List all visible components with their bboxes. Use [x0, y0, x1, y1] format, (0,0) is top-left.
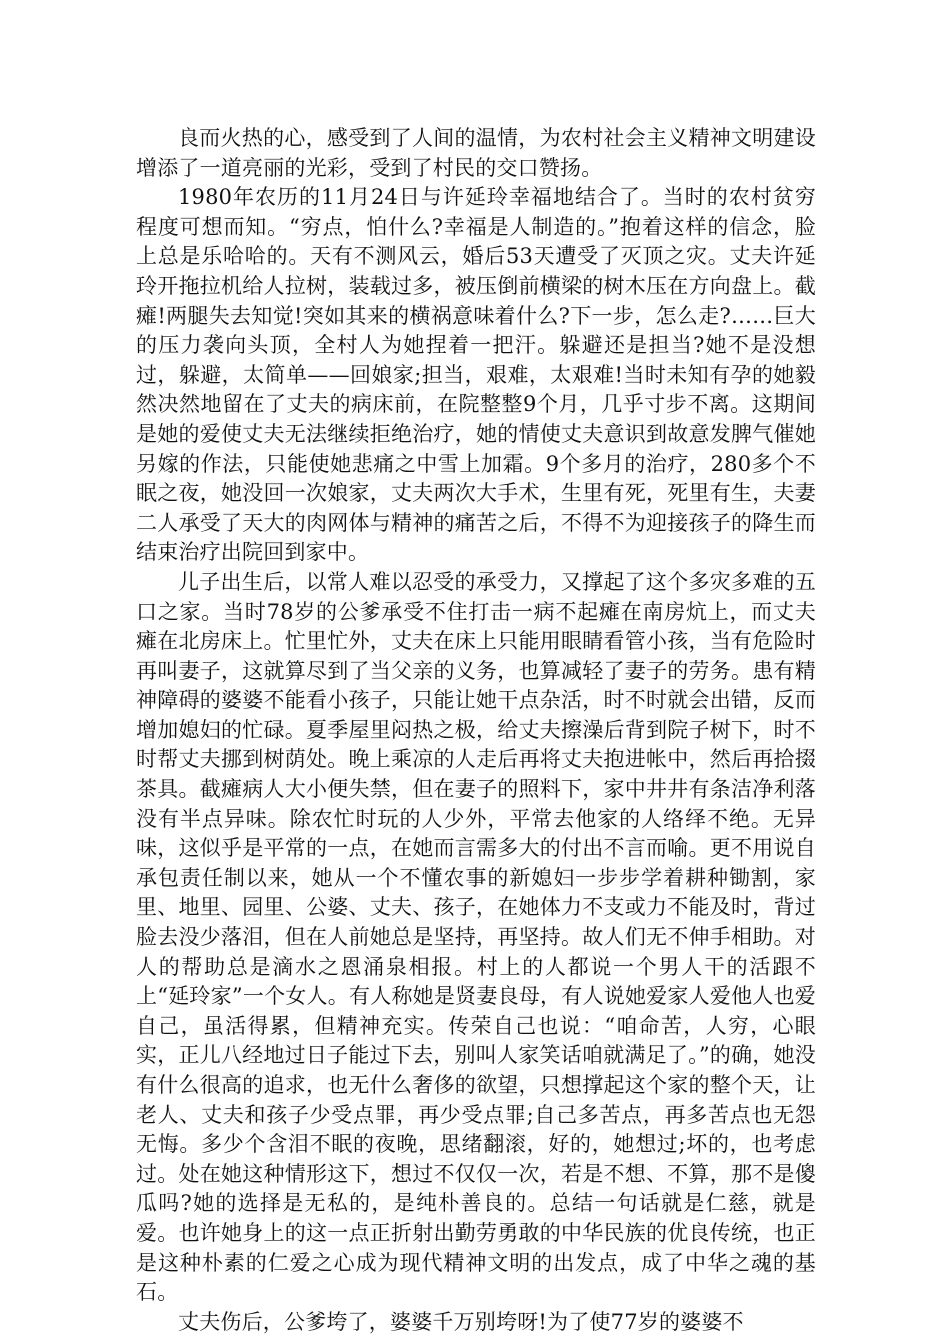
paragraph-3: 儿子出生后，以常人难以忍受的承受力，又撑起了这个多灾多难的五口之家。当时78岁的公爹承受不住打击一病不起瘫在南房炕上，而丈夫瘫在北房床上。忙里忙外，丈夫在床上只能用眼睛看管小孩，当有危险时再叫妻子，这就算尽到了当父亲的义务，也算减轻了妻子的劳务。患有精神障碍的婆婆不能看小孩子，只能让她干点杂活，时不时就会出错，反而增加媳妇的忙碌。夏季屋里闷热之极，给丈夫擦澡后背到院子树下，时不时帮丈夫挪到树荫处。晚上乘凉的人走后再将丈夫抱进帐中，然后再拾掇茶具。截瘫病人大小便失禁，但在妻子的照料下，家中井井有条洁净利落没有半点异味。除农忙时玩的人少外，平常去他家的人络绎不绝。无异味，这似乎是平常的一点，在她而言需多大的付出不言而喻。更不用说自承包责任制以来，她从一个不懂农事的新媳妇一步步学着耕种锄割，家里、地里、园里、公婆、丈夫、孩子，在她体力不支或力不能及时，背过脸去没少落泪，但在人前她总是坚持，再坚持。故人们无不伸手相助。对人的帮助总是滴水之恩涌泉相报。村上的人都说一个男人干的活跟不上“延玲家”一个女人。有人称她是贤妻良母，有人说她爱家人爱他人也爱自己，虽活得累，但精神充实。传荣自己也说：“咱命苦，人穷，心眼实，正儿八经地过日子能过下去，别叫人家笑话咱就满足了。”的确，她没有什么很高的追求，也无什么奢侈的欲望，只想撑起这个家的整个天，让老人、丈夫和孩子少受点罪，再少受点罪;自己多苦点，再多苦点也无怨无悔。多少个含泪不眠的夜晚，思绪翻滚，好的，她想过;坏的，也考虑过。处在她这种情形这下，想过不仅仅一次，若是不想、不算，那不是傻瓜吗?她的选择是无私的，是纯朴善良的。总结一句话就是仁慈，就是爱。也许她身上的这一点正折射出勤劳勇敢的中华民族的优良传统，也正是这种朴素的仁爱之心成为现代精神文明的出发点，成了中华之魂的基石。: [136, 569, 816, 1305]
paragraph-4: 丈夫伤后，公爹垮了，婆婆千万别垮呀!为了使77岁的婆婆不: [178, 1309, 744, 1334]
document-body: [136, 124, 816, 1337]
paragraph-1: 良而火热的心，感受到了人间的温情，为农村社会主义精神文明建设增添了一道亮丽的光彩，受到了村民的交口赞扬。: [136, 126, 816, 180]
paragraph-2: 1980年农历的11月24日与许延玲幸福地结合了。当时的农村贫穷程度可想而知。“穷点，怕什么?幸福是人制造的。”抱着这样的信念，脸上总是乐哈哈的。天有不测风云，婚后53天遭受了灭顶之灾。丈夫许延玲开拖拉机给人拉树，装载过多，被压倒前横梁的树木压在方向盘上。截瘫!两腿失去知觉!突如其来的横祸意味着什么?下一步，怎么走?……巨大的压力袭向头顶，全村人为她捏着一把汗。躲避还是担当?她不是没想过，躲避，太简单——回娘家;担当，艰难，太艰难!当时未知有孕的她毅然决然地留在了丈夫的病床前，在院整整9个月，几乎寸步不离。这期间是她的爱使丈夫无法继续拒绝治疗，她的情使丈夫意识到故意发脾气催她另嫁的作法，只能使她悲痛之中雪上加霜。9个多月的治疗，280多个不眠之夜，她没回一次娘家，丈夫两次大手术，生里有死，死里有生，夫妻二人承受了天大的肉网体与精神的痛苦之后，不得不为迎接孩子的降生而结束治疗出院回到家中。: [136, 185, 816, 565]
